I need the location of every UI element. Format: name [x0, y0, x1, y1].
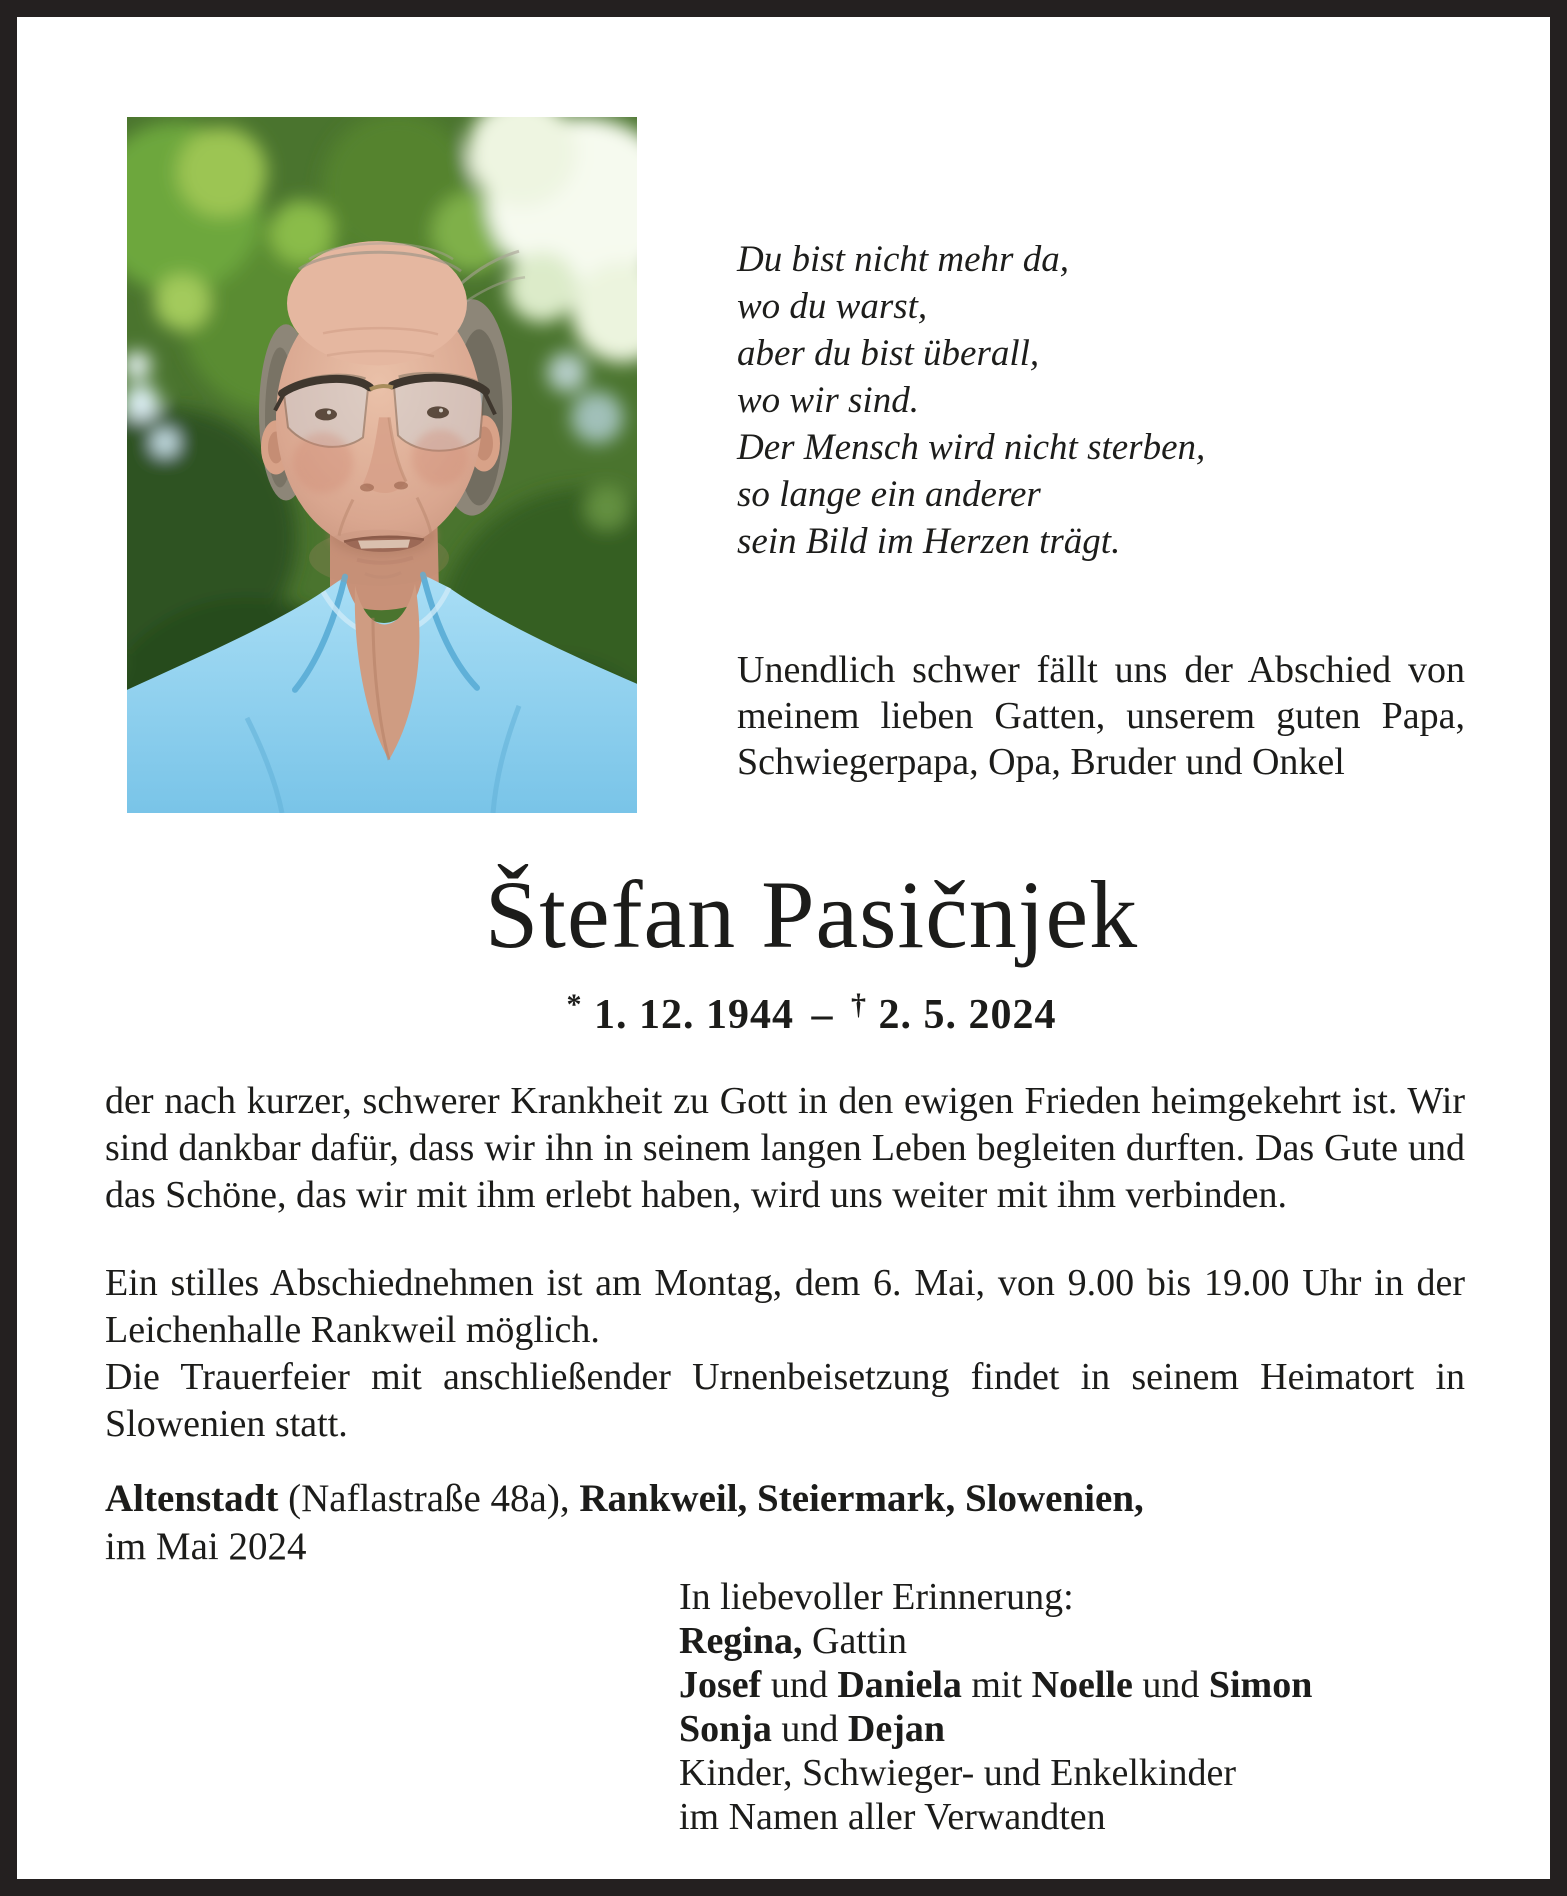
poem-line: wo du warst,: [737, 286, 928, 327]
body-paragraph-1: der nach kurzer, schwerer Krankheit zu Gott in den ewigen Frieden heimgekehrt ist. Wir sind dankbar dafür, dass wir ihn in seinem langen Leben begleiten durften. Das Gute und das Schöne, das wir mit ihm erlebt haben, wird uns weiter mit ihm verbinden.: [105, 1080, 1465, 1216]
name-dejan: Dejan: [847, 1708, 946, 1750]
farewell-intro-paragraph: Unendlich schwer fällt uns der Abschied von meinem lieben Gatten, unserem guten Papa, Schwiegerpapa, Opa, Bruder und Onkel: [737, 649, 1465, 783]
name-noelle: Noelle: [1031, 1664, 1133, 1706]
address-place-primary: Altenstadt: [105, 1477, 279, 1520]
death-cross-icon: †: [851, 988, 867, 1021]
address-date-line: im Mai 2024: [105, 1525, 307, 1568]
poem-line: sein Bild im Herzen trägt.: [737, 521, 1121, 562]
memorial-relations-line: Kinder, Schwieger- und Enkelkinder: [679, 1752, 1236, 1794]
memorial-poem: [737, 236, 1205, 565]
address-block: [105, 1475, 1465, 1571]
address-line: [105, 1475, 1465, 1523]
portrait-photo: [127, 117, 637, 813]
connector: mit: [961, 1664, 1032, 1706]
relation-gattin: Gattin: [802, 1620, 907, 1662]
name-simon: Simon: [1208, 1664, 1313, 1706]
memorial-heading: In liebevoller Erinnerung:: [679, 1576, 1074, 1618]
name-daniela: Daniela: [837, 1664, 962, 1706]
name-josef: Josef: [679, 1664, 762, 1706]
address-places: Rankweil, Steiermark, Slowenien,: [579, 1477, 1144, 1520]
poem-line: aber du bist überall,: [737, 333, 1040, 374]
birth-star-icon: *: [566, 988, 583, 1021]
poem-line: Du bist nicht mehr da,: [737, 239, 1069, 280]
memorial-signature-block: [679, 1575, 1312, 1839]
memorial-line: [679, 1707, 1312, 1751]
memorial-line: [679, 1663, 1312, 1707]
connector: und: [771, 1708, 848, 1750]
dates-separator: –: [811, 992, 834, 1038]
body-paragraph-2: Ein stilles Abschiednehmen ist am Montag, dem 6. Mai, von 9.00 bis 19.00 Uhr in der Leichenhalle Rankweil möglich.: [105, 1262, 1465, 1351]
death-date: 2. 5. 2024: [878, 992, 1057, 1038]
birth-date: 1. 12. 1944: [594, 992, 794, 1038]
address-street: (Naflastraße 48a),: [278, 1477, 580, 1520]
body-paragraph-3: Die Trauerfeier mit anschließender Urnenbeisetzung findet in seinem Heimatort in Slowenien statt.: [105, 1356, 1465, 1445]
portrait-photo-illustration: [127, 117, 637, 813]
name-sonja: Sonja: [679, 1708, 772, 1750]
poem-line: Der Mensch wird nicht sterben,: [737, 427, 1206, 468]
deceased-name: Štefan Pasičnjek: [484, 861, 1139, 968]
memorial-line: [679, 1619, 1312, 1663]
connector: und: [761, 1664, 838, 1706]
memorial-closing-line: im Namen aller Verwandten: [679, 1796, 1106, 1838]
poem-line: so lange ein anderer: [737, 474, 1041, 515]
connector: und: [1132, 1664, 1209, 1706]
poem-line: wo wir sind.: [737, 380, 919, 421]
name-regina: Regina,: [679, 1620, 803, 1662]
life-dates: [45, 988, 1567, 1039]
